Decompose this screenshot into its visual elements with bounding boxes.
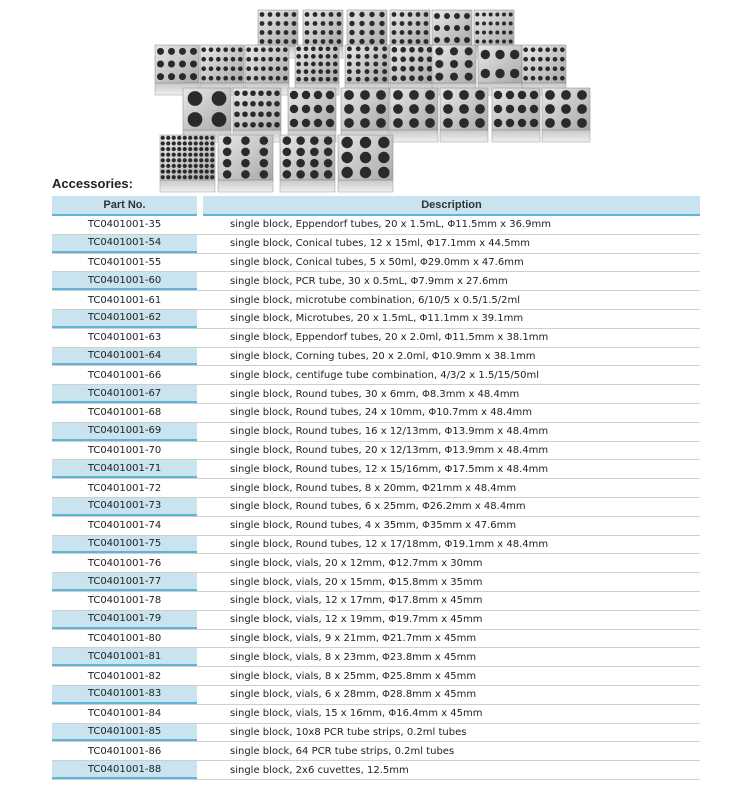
block-icon — [390, 45, 434, 95]
part-number-cell: TC0401001-66 — [87, 369, 162, 381]
description-cell: single block, Conical tubes, 5 x 50ml, Φ29.0mm x 47.6mm — [230, 256, 524, 268]
table-row — [52, 592, 700, 611]
part-number-cell: TC0401001-81 — [52, 648, 197, 666]
accessories-heading: Accessories: — [52, 176, 133, 191]
part-number-cell: TC0401001-68 — [87, 407, 162, 419]
description-cell: single block, PCR tube, 30 x 0.5mL, Φ7.9mm x 27.6mm — [230, 275, 508, 287]
table-row — [52, 442, 700, 461]
accessory-blocks-photo — [0, 0, 751, 195]
part-number-cell: TC0401001-71 — [52, 460, 197, 478]
description-cell: single block, Round tubes, 30 x 6mm, Φ8.3mm x 48.4mm — [230, 388, 520, 400]
accessories-table — [52, 216, 700, 780]
table-row — [52, 404, 700, 423]
table-row — [52, 554, 700, 573]
table-row — [52, 573, 700, 592]
block-icon — [338, 135, 393, 192]
part-number-cell: TC0401001-64 — [52, 348, 197, 366]
table-row — [52, 536, 700, 555]
block-icon — [390, 88, 438, 142]
description-cell: single block, Round tubes, 8 x 20mm, Φ21mm x 48.4mm — [230, 482, 517, 494]
block-icon — [183, 88, 231, 142]
description-cell: single block, vials, 9 x 21mm, Φ21.7mm x 45mm — [230, 632, 477, 644]
part-number-cell: TC0401001-35 — [87, 219, 162, 231]
description-cell: single block, Round tubes, 20 x 12/13mm, Φ13.9mm x 48.4mm — [230, 444, 549, 456]
part-number-cell: TC0401001-76 — [87, 557, 162, 569]
block-icon — [280, 135, 335, 192]
description-cell: single block, vials, 20 x 15mm, Φ15.8mm x 35mm — [230, 576, 483, 588]
block-icon — [160, 135, 215, 192]
part-number-cell: TC0401001-83 — [52, 686, 197, 704]
block-icon — [295, 45, 339, 95]
description-cell: single block, centifuge tube combination, 4/3/2 x 1.5/15/50ml — [230, 369, 540, 381]
table-row — [52, 498, 700, 517]
part-no-header: Part No. — [52, 196, 197, 216]
part-number-cell: TC0401001-60 — [52, 272, 197, 290]
table-row — [52, 611, 700, 630]
description-cell: single block, 2x6 cuvettes, 12.5mm — [230, 764, 409, 776]
part-number-cell: TC0401001-82 — [87, 670, 162, 682]
description-cell: single block, vials, 15 x 16mm, Φ16.4mm x 45mm — [230, 708, 483, 720]
block-icon — [492, 88, 540, 142]
description-cell: single block, vials, 8 x 23mm, Φ23.8mm x 45mm — [230, 651, 477, 663]
table-row — [52, 272, 700, 291]
block-icon — [200, 45, 244, 95]
table-row — [52, 348, 700, 367]
block-icon — [245, 45, 289, 95]
table-row — [52, 742, 700, 761]
part-number-cell: TC0401001-84 — [87, 708, 162, 720]
table-row — [52, 630, 700, 649]
part-number-cell: TC0401001-73 — [52, 498, 197, 516]
block-icon — [233, 88, 281, 142]
table-row — [52, 648, 700, 667]
block-icon — [432, 45, 476, 95]
block-icon — [478, 45, 522, 95]
description-cell: single block, vials, 20 x 12mm, Φ12.7mm x 30mm — [230, 557, 483, 569]
part-number-cell: TC0401001-85 — [52, 724, 197, 742]
part-number-cell: TC0401001-63 — [87, 332, 162, 344]
part-number-cell: TC0401001-54 — [52, 235, 197, 253]
part-number-cell: TC0401001-75 — [52, 536, 197, 554]
description-cell: single block, 64 PCR tube strips, 0.2ml tubes — [230, 745, 455, 757]
block-icon — [522, 45, 566, 95]
description-cell: single block, Round tubes, 24 x 10mm, Φ10.7mm x 48.4mm — [230, 407, 533, 419]
part-number-cell: TC0401001-80 — [87, 632, 162, 644]
description-header: Description — [203, 196, 700, 216]
table-row — [52, 329, 700, 348]
table-row — [52, 291, 700, 310]
table-row — [52, 423, 700, 442]
table-row — [52, 686, 700, 705]
table-row — [52, 517, 700, 536]
description-cell: single block, Corning tubes, 20 x 2.0ml, Φ10.9mm x 38.1mm — [230, 350, 536, 362]
part-number-cell: TC0401001-61 — [87, 294, 162, 306]
description-cell: single block, Conical tubes, 12 x 15ml, Φ17.1mm x 44.5mm — [230, 238, 531, 250]
block-icon — [288, 88, 336, 142]
table-row — [52, 667, 700, 686]
table-row — [52, 724, 700, 743]
block-icon — [155, 45, 199, 95]
table-row — [52, 366, 700, 385]
table-row — [52, 235, 700, 254]
table-row — [52, 460, 700, 479]
part-number-cell: TC0401001-74 — [87, 520, 162, 532]
description-cell: single block, Eppendorf tubes, 20 x 1.5mL, Φ11.5mm x 36.9mm — [230, 219, 551, 231]
table-row — [52, 705, 700, 724]
part-number-cell: TC0401001-77 — [52, 573, 197, 591]
description-cell: single block, Microtubes, 20 x 1.5mL, Φ11.1mm x 39.1mm — [230, 313, 524, 325]
table-row — [52, 310, 700, 329]
block-icon — [345, 45, 389, 95]
description-cell: single block, Eppendorf tubes, 20 x 2.0ml, Φ11.5mm x 38.1mm — [230, 332, 549, 344]
part-number-cell: TC0401001-55 — [87, 256, 162, 268]
part-number-cell: TC0401001-67 — [52, 385, 197, 403]
table-row — [52, 254, 700, 273]
table-row — [52, 216, 700, 235]
part-number-cell: TC0401001-86 — [87, 745, 162, 757]
description-cell: single block, Round tubes, 4 x 35mm, Φ35mm x 47.6mm — [230, 520, 517, 532]
description-cell: single block, vials, 12 x 19mm, Φ19.7mm x 45mm — [230, 614, 483, 626]
part-number-cell: TC0401001-72 — [87, 482, 162, 494]
description-cell: single block, microtube combination, 6/10/5 x 0.5/1.5/2ml — [230, 294, 520, 306]
block-icon — [542, 88, 590, 142]
table-row — [52, 761, 700, 780]
part-number-cell: TC0401001-62 — [52, 310, 197, 328]
part-number-cell: TC0401001-69 — [52, 423, 197, 441]
description-cell: single block, vials, 12 x 17mm, Φ17.8mm x 45mm — [230, 595, 483, 607]
part-number-cell: TC0401001-79 — [52, 611, 197, 629]
description-cell: single block, Round tubes, 16 x 12/13mm, Φ13.9mm x 48.4mm — [230, 426, 549, 438]
table-row — [52, 479, 700, 498]
description-cell: single block, Round tubes, 12 x 17/18mm, Φ19.1mm x 48.4mm — [230, 538, 549, 550]
part-number-cell: TC0401001-88 — [52, 761, 197, 779]
block-icon — [341, 88, 389, 142]
part-number-cell: TC0401001-78 — [87, 595, 162, 607]
description-cell: single block, vials, 8 x 25mm, Φ25.8mm x 45mm — [230, 670, 477, 682]
table-row — [52, 385, 700, 404]
description-cell: single block, Round tubes, 12 x 15/16mm, Φ17.5mm x 48.4mm — [230, 463, 549, 475]
description-cell: single block, Round tubes, 6 x 25mm, Φ26.2mm x 48.4mm — [230, 501, 526, 513]
part-number-cell: TC0401001-70 — [87, 444, 162, 456]
description-cell: single block, 10x8 PCR tube strips, 0.2ml tubes — [230, 726, 467, 738]
description-cell: single block, vials, 6 x 28mm, Φ28.8mm x 45mm — [230, 689, 477, 701]
block-icon — [218, 135, 273, 192]
block-icon — [440, 88, 488, 142]
